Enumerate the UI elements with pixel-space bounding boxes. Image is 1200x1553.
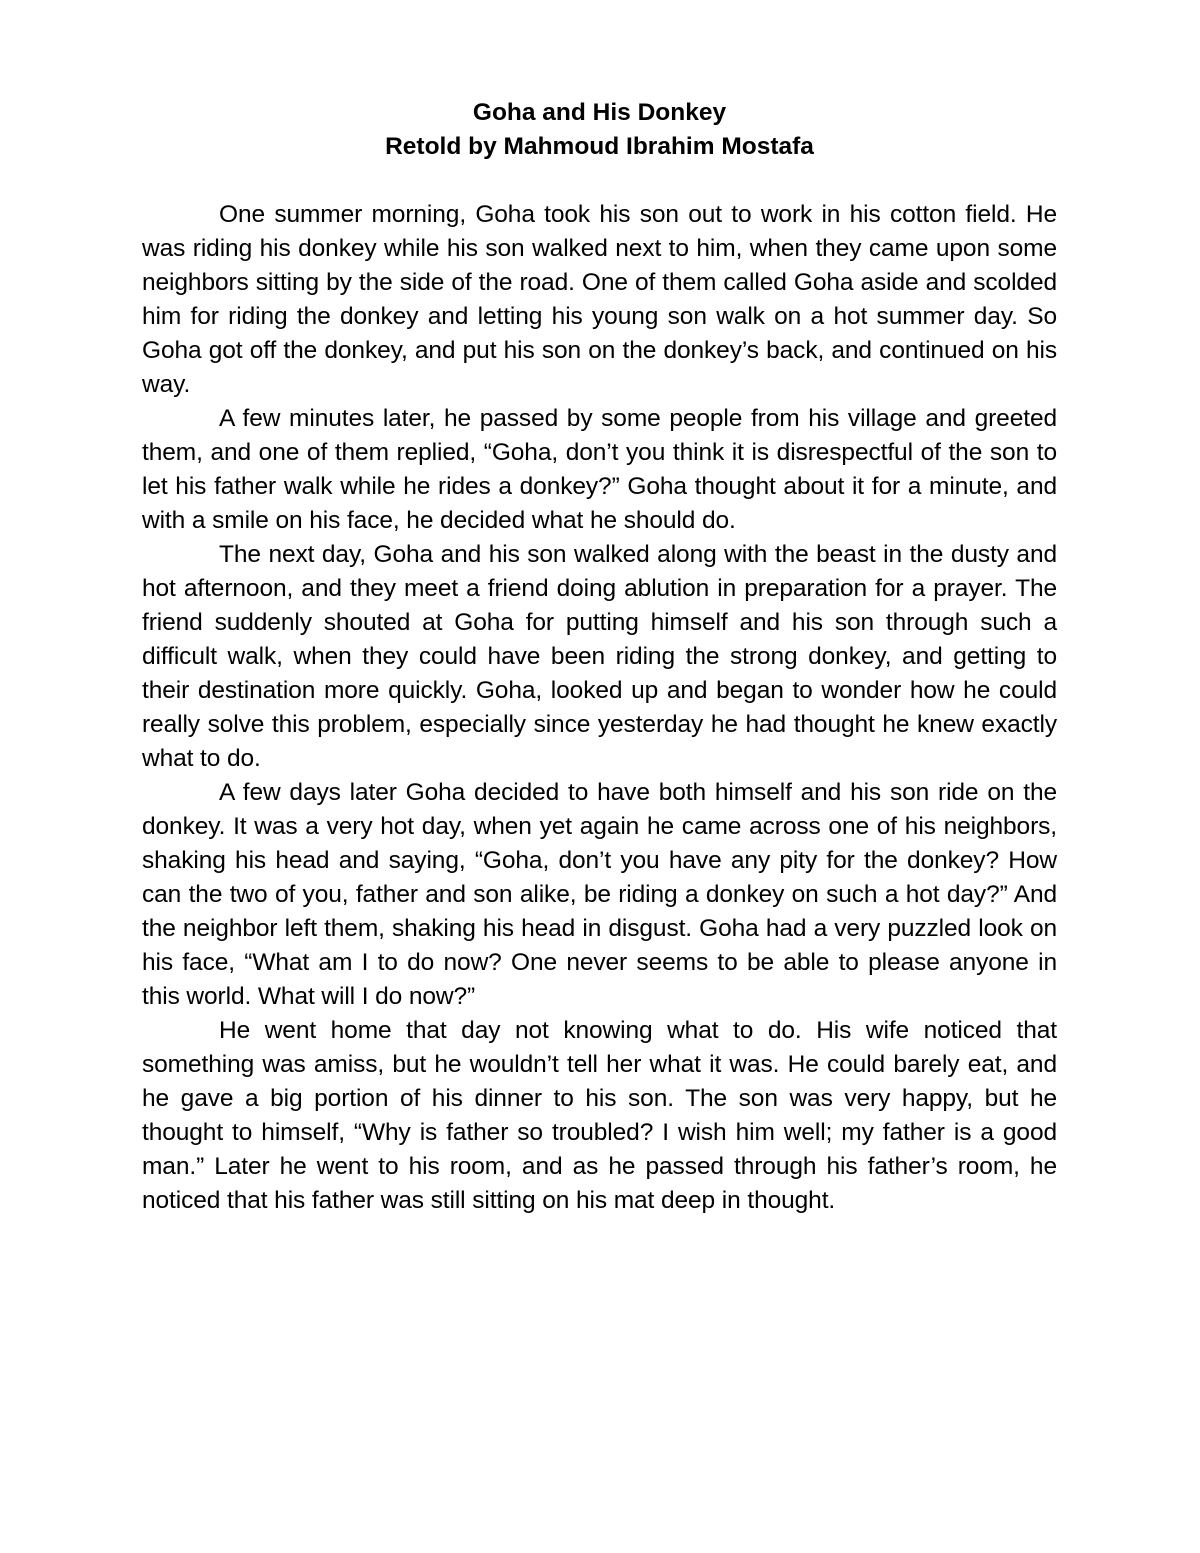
story-title: Goha and His Donkey: [472, 99, 727, 126]
story-paragraph-1: One summer morning, Goha took his son out to work in his cotton field. He was riding his donkey while his son walked next to him, when they came upon some neighbors sitting by the side of the road. One of them called Goha aside and scolded him for riding the donkey and letting his young son walk on a hot summer day. So Goha got off the donkey, and put his son on the donkey’s back, and continued on his way.: [142, 201, 1057, 398]
story-paragraph-4: A few days later Goha decided to have both himself and his son ride on the donkey. It was a very hot day, when yet again he came across one of his neighbors, shaking his head and saying, “Goha, don’t you have any pity for the donkey? How can the two of you, father and son alike, be riding a donkey on such a hot day?” And the neighbor left them, shaking his head in disgust. Goha had a very puzzled look on his face, “What am I to do now? One never seems to be able to please anyone in this world. What will I do now?”: [142, 779, 1057, 1010]
story-paragraph-3: The next day, Goha and his son walked along with the beast in the dusty and hot afternoon, and they meet a friend doing ablution in preparation for a prayer. The friend suddenly shouted at Goha for putting himself and his son through such a difficult walk, when they could have been riding the strong donkey, and getting to their destination more quickly. Goha, looked up and began to wonder how he could really solve this problem, especially since yesterday he had thought he knew exactly what to do.: [142, 541, 1057, 772]
story-paragraph-5: He went home that day not knowing what to do. His wife noticed that something was amiss, but he wouldn’t tell her what it was. He could barely eat, and he gave a big portion of his dinner to his son. The son was very happy, but he thought to himself, “Why is father so troubled? I wish him well; my father is a good man.” Later he went to his room, and as he passed through his father’s room, he noticed that his father was still sitting on his mat deep in thought.: [142, 1017, 1057, 1214]
story-paragraph-2: A few minutes later, he passed by some people from his village and greeted them, and one of them replied, “Goha, don’t you think it is disrespectful of the son to let his father walk while he rides a donkey?” Goha thought about it for a minute, and with a smile on his face, he decided what he should do.: [142, 405, 1057, 534]
story-byline: Retold by Mahmoud Ibrahim Mostafa: [385, 133, 814, 160]
title-block: [142, 96, 1057, 164]
document-page: [142, 96, 1057, 1218]
story-body: [142, 198, 1057, 1218]
